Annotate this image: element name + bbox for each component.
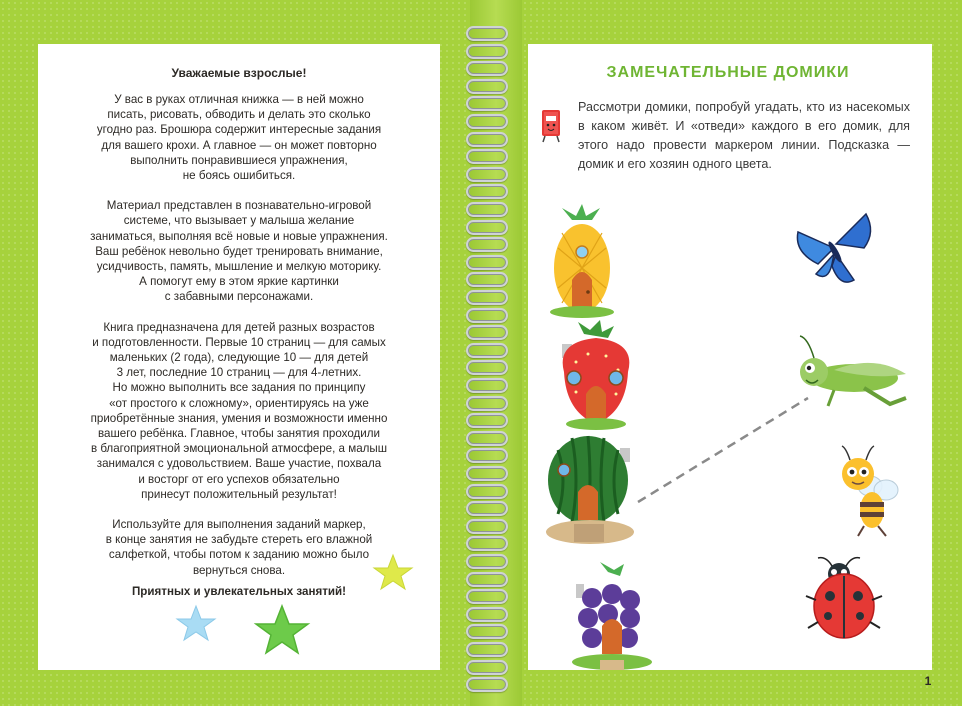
spiral-ring xyxy=(466,132,508,147)
spiral-ring xyxy=(466,572,508,587)
spiral-ring xyxy=(466,448,508,463)
spiral-ring xyxy=(466,184,508,199)
spiral-ring xyxy=(466,378,508,393)
spiral-ring xyxy=(466,343,508,358)
stars-decoration xyxy=(38,44,440,670)
spiral-ring xyxy=(466,114,508,129)
spiral-ring xyxy=(466,501,508,516)
paragraph-4: Используйте для выполнения заданий маркер, в конце занятия не забудьте стереть его влажной салфеткой, чтобы потом к заданию можно было вернуться снова. xyxy=(105,518,373,577)
spiral-ring xyxy=(466,167,508,182)
spiral-ring xyxy=(466,431,508,446)
spiral-ring xyxy=(466,677,508,692)
closing-line: Приятных и увлекательных занятий! xyxy=(131,585,347,598)
right-page xyxy=(528,44,932,670)
spiral-ring xyxy=(466,325,508,340)
spiral-ring xyxy=(466,290,508,305)
ladybug-icon xyxy=(806,558,882,638)
butterfly-icon xyxy=(797,214,870,282)
spiral-ring xyxy=(466,519,508,534)
star-blue-icon xyxy=(177,606,215,640)
page-number: 1 xyxy=(924,674,932,688)
spiral-ring xyxy=(466,413,508,428)
paragraph-1: У вас в руках отличная книжка — в ней можно писать, рисовать, обводить и делать это сколько угодно раз. Брошюра содержит интересные задания для вашего крохи. А главное — он может повторно выполнить понравившиеся упражнения, не боясь ошибиться. xyxy=(96,93,382,183)
star-green-icon xyxy=(256,606,308,653)
spiral-ring xyxy=(466,26,508,41)
spiral-ring xyxy=(466,554,508,569)
spiral-ring xyxy=(466,255,508,270)
spiral-ring xyxy=(466,360,508,375)
spiral-ring xyxy=(466,44,508,59)
spiral-ring xyxy=(466,589,508,604)
watermelon-house-icon xyxy=(546,436,634,544)
spiral-ring xyxy=(466,96,508,111)
star-yellow-icon xyxy=(374,555,412,589)
spiral-ring xyxy=(466,202,508,217)
spiral-ring xyxy=(466,220,508,235)
exercise-title: ЗАМЕЧАТЕЛЬНЫЕ ДОМИКИ xyxy=(606,64,850,81)
spiral-ring xyxy=(466,396,508,411)
spiral-ring xyxy=(466,484,508,499)
exercise-instruction: Рассмотри домики, попробуй угадать, кто из насекомых в каком живёт. И «отведи» каждого в его домик, для этого надо провести маркером линии. Подсказка — домик и его хозяин одного цвета. xyxy=(578,100,910,171)
pineapple-house-icon xyxy=(550,204,614,318)
spiral-ring xyxy=(466,607,508,622)
spiral-ring xyxy=(466,272,508,287)
spiral-ring xyxy=(466,149,508,164)
book-mascot-icon xyxy=(542,110,560,142)
spiral-ring xyxy=(466,536,508,551)
spiral-ring xyxy=(466,61,508,76)
strawberry-house-icon xyxy=(562,320,629,430)
paragraph-2: Материал представлен в познавательно-игровой системе, что вызывает у малыша желание заниматься, выполняя всё новые и новые упражнения. Ваш ребёнок невольно будет тренировать внимание, усидчивость, память, мышление и мелкую моторику. А помогут ему в этом яркие картинки с забавными персонажами. xyxy=(90,199,388,304)
spiral-ring xyxy=(466,642,508,657)
spiral-ring xyxy=(466,466,508,481)
grasshopper-icon xyxy=(800,336,906,406)
left-page xyxy=(38,44,440,670)
grape-house-icon xyxy=(572,562,652,670)
spiral-ring xyxy=(466,237,508,252)
left-page-title: Уважаемые взрослые! xyxy=(171,66,307,80)
spiral-ring xyxy=(466,660,508,675)
spiral-ring xyxy=(466,79,508,94)
bee-icon xyxy=(842,446,898,536)
spiral-ring xyxy=(466,624,508,639)
dashed-connector-line xyxy=(638,398,808,502)
paragraph-3: Книга предназначена для детей разных возрастов и подготовленности. Первые 10 страниц — для самых маленьких (2 года), следующие 10 — для детей 3 лет, последние 10 страниц — для 4-летних. Но можно выполнить все задания по принципу «от простого к сложному», ориентируясь на уже приобретённые знания, умения и возможности именно вашего ребёнка. Главное, чтобы занятия проходили в благоприятной эмоциональной атмосфере, а малыш занимался с удовольствием. Ваше участие, похвала и восторг от его успехов обязательно принесут положительный результат! xyxy=(90,320,388,501)
spiral-ring xyxy=(466,308,508,323)
